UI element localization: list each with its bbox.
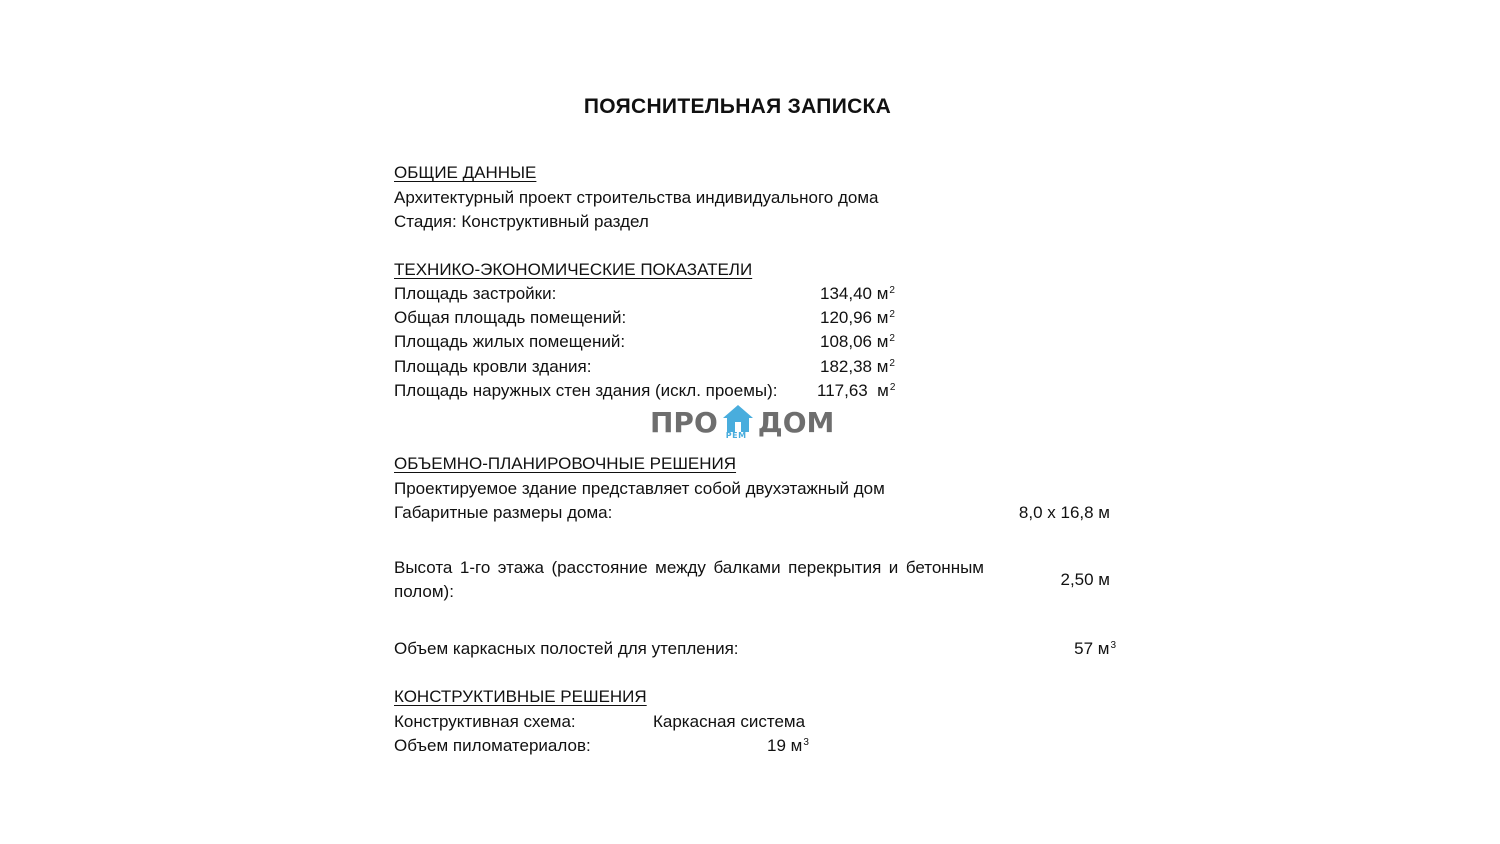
section-heading-structure: КОНСТРУКТИВНЫЕ РЕШЕНИЯ <box>394 687 647 706</box>
tech-row-value: 108,06 $м^2$ <box>820 332 895 351</box>
house-icon <box>722 404 754 440</box>
lumber-volume-label: Объем пиломатериалов: <box>394 736 591 755</box>
watermark-logo <box>650 403 834 441</box>
logo-text-left: ПРО <box>650 405 718 439</box>
section-heading-planning: ОБЪЕМНО-ПЛАНИРОВОЧНЫЕ РЕШЕНИЯ <box>394 454 737 473</box>
tech-row-value: 182,38 $м^2$ <box>820 357 895 376</box>
tech-row-label: Площадь кровли здания: <box>394 357 592 376</box>
general-line-stage: Стадия: Конструктивный раздел <box>394 212 649 231</box>
tech-row-value: 120,96 $м^2$ <box>820 308 895 327</box>
tech-row-label: Общая площадь помещений: <box>394 308 627 327</box>
insulation-volume-value: 57 $м^3$ <box>1074 639 1116 658</box>
logo-small-text: РЕМ <box>725 431 747 440</box>
tech-row-label: Площадь жилых помещений: <box>394 332 626 351</box>
scheme-label: Конструктивная схема: <box>394 712 576 731</box>
scheme-value: Каркасная система <box>653 712 806 731</box>
floor-height-value: 2,50 м <box>1060 570 1110 589</box>
insulation-volume-label: Объем каркасных полостей для утепления: <box>394 639 739 658</box>
logo-text-right: ДОМ <box>757 405 835 439</box>
dimensions-value: 8,0 x 16,8 м <box>1018 503 1110 522</box>
floor-height-label: Высота 1-го этажа (расстояние между балками перекрытия и бетонным полом): <box>394 558 984 601</box>
tech-row-value: 117,63 $м^2$ <box>817 381 896 400</box>
tech-row-label: Площадь наружных стен здания (искл. проемы): <box>394 381 778 400</box>
lumber-volume-value: 19 $м^3$ <box>767 736 809 755</box>
dimensions-label: Габаритные размеры дома: <box>394 503 613 522</box>
tech-row-label: Площадь застройки: <box>394 284 557 303</box>
section-heading-tech: ТЕХНИКО-ЭКОНОМИЧЕСКИЕ ПОКАЗАТЕЛИ <box>394 260 753 279</box>
section-heading-general: ОБЩИЕ ДАННЫЕ <box>394 163 537 182</box>
general-line-project: Архитектурный проект строительства индивидуального дома <box>394 188 879 207</box>
tech-row-value: 134,40 $м^2$ <box>820 284 895 303</box>
planning-line-description: Проектируемое здание представляет собой двухэтажный дом <box>394 479 885 498</box>
page-title: ПОЯСНИТЕЛЬНАЯ ЗАПИСКА <box>583 95 892 118</box>
